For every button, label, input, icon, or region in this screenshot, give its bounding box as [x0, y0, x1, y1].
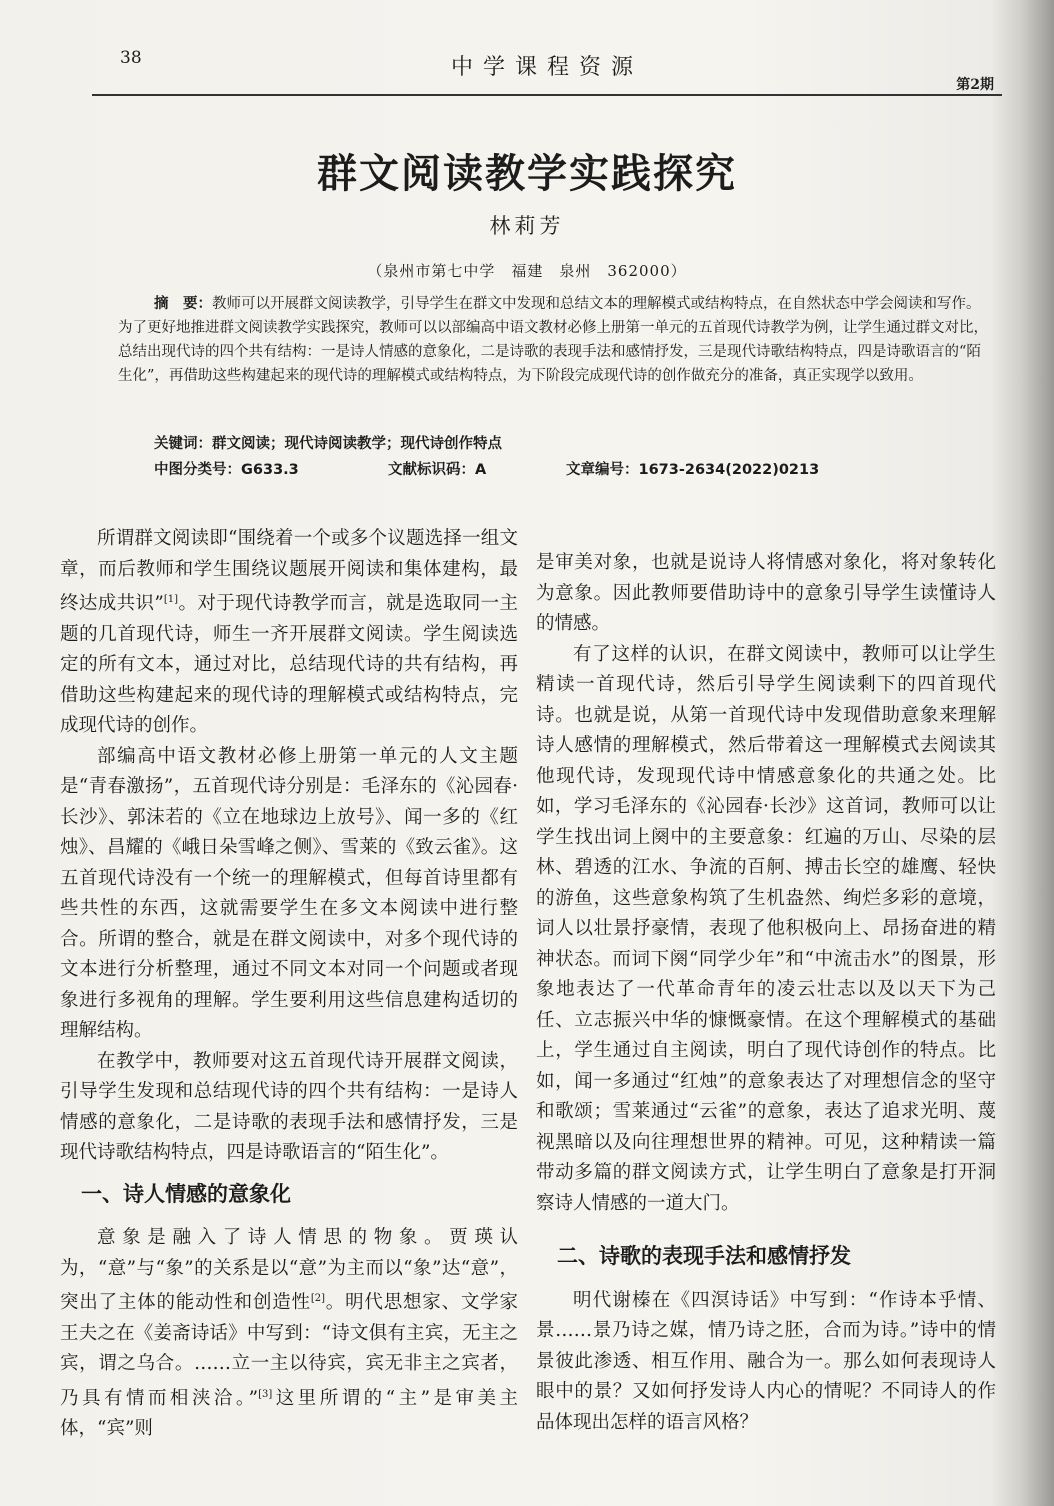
section-heading: 二、诗歌的表现手法和感情抒发: [557, 1244, 851, 1268]
abstract-text: 教师可以开展群文阅读教学，引导学生在群文中发现和总结文本的理解模式或结构特点，在自然状态中学会阅读和写作。为了更好地推进群文阅读教学实践探究，教师可以以部编高中语文教材必修上册第一单元的五首现代诗教学为例，让学生通过群文对比，总结出现代诗的四个共有结构：一是诗人情感的意象化，二是诗歌的表现手法和感情抒发，三是现代诗歌结构特点，四是诗歌语言的“陌生化”，再借助这些构建起来的现代诗的理解模式或结构特点，为下阶段完成现代诗的创作做充分的准备，真正实现学以致用。: [118, 296, 988, 384]
article-title: 群文阅读教学实践探究: [317, 150, 737, 197]
running-header: [92, 44, 1002, 96]
paragraph: 是审美对象，也就是说诗人将情感对象化，将对象转化为意象。因此教师要借助诗中的意象引导学生读懂诗人的情感。: [536, 552, 996, 634]
issue-label: 第2期: [956, 77, 994, 93]
abstract-label: 摘 要：: [154, 296, 212, 312]
paragraph: 在教学中，教师要对这五首现代诗开展群文阅读，引导学生发现和总结现代诗的四个共有结构：一是诗人情感的意象化，二是诗歌的表现手法和感情抒发，三是现代诗歌结构特点，四是诗歌语言的“陌生化”。: [60, 1050, 518, 1164]
author: 林莉芳: [489, 214, 565, 238]
paragraph: 所谓群文阅读即“围绕着一个或多个议题选择一组文章，而后教师和学生围绕议题展开阅读和集体建构，最终达成共识”[1]。对于现代诗教学而言，就是选取同一主题的几首现代诗，师生一齐开展群文阅读。学生阅读选定的所有文本，通过对比，总结现代诗的共有结构，再借助这些构建起来的现代诗的理解模式或结构特点，完成现代诗的创作。: [60, 528, 518, 737]
left-column: [60, 524, 518, 1445]
abstract: [118, 292, 992, 388]
document-code: 文献标识码：A: [388, 462, 487, 478]
article-number: 文章编号：1673-2634(2022)0213: [566, 462, 820, 478]
clc-number: 中图分类号：G633.3: [154, 462, 299, 478]
paragraph: 部编高中语文教材必修上册第一单元的人文主题是“青春激扬”，五首现代诗分别是：毛泽东的《沁园春·长沙》、郭沫若的《立在地球边上放号》、闻一多的《红烛》、昌耀的《峨日朵雪峰之侧》、雪莱的《致云雀》。这五首现代诗没有一个统一的理解模式，但每首诗里都有些共性的东西，这就需要学生在多文本阅读中进行整合。所谓的整合，就是在群文阅读中，对多个现代诗的文本进行分析整理，通过不同文本对同一个问题或者现象进行多视角的理解。学生要利用这些信息建构适切的理解结构。: [60, 745, 518, 1042]
paragraph: 意象是融入了诗人情思的物象。贾瑛认为，“意”与“象”的关系是以“意”为主而以“象”达“意”，突出了主体的能动性和创造性[2]。明代思想家、文学家王夫之在《姜斋诗话》中写到：“诗文俱有主宾，无主之宾，谓之乌合。……立一主以待宾，宾无非主之宾者，乃具有情而相浃洽。”[3]这里所谓的“主”是审美主体，“宾”则: [60, 1227, 518, 1440]
paragraph: 明代谢榛在《四溟诗话》中写到：“作诗本乎情、景……景乃诗之媒，情乃诗之胚，合而为诗。”诗中的情景彼此渗透、相互作用、融合为一。那么如何表现诗人眼中的景？又如何抒发诗人内心的情呢？不同诗人的作品体现出怎样的语言风格？: [536, 1289, 996, 1433]
section-heading: 一、诗人情感的意象化: [81, 1181, 291, 1206]
paragraph: 有了这样的认识，在群文阅读中，教师可以让学生精读一首现代诗，然后引导学生阅读剩下的四首现代诗。也就是说，从第一首现代诗中发现借助意象来理解诗人感情的理解模式，然后带着这一理解模式去阅读其他现代诗，发现现代诗中情感意象化的共通之处。比如，学习毛泽东的《沁园春·长沙》这首词，教师可以让学生找出词上阕中的主要意象：红遍的万山、尽染的层林、碧透的江水、争流的百舸、搏击长空的雄鹰、轻快的游鱼，这些意象构筑了生机盎然、绚烂多彩的意境，词人以壮景抒豪情，表现了他积极向上、昂扬奋进的精神状态。而词下阕“同学少年”和“中流击水”的图景，形象地表达了一代革命青年的凌云壮志以及以天下为己任、立志振兴中华的慷慨豪情。在这个理解模式的基础上，学生通过自主阅读，明白了现代诗创作的特点。比如，闻一多通过“红烛”的意象表达了对理想信念的坚守和歌颂；雪莱通过“云雀”的意象，表达了追求光明、蔑视黑暗以及向往理想世界的精神。可见，这种精读一篇带动多篇的群文阅读方式，让学生明白了意象是打开洞察诗人情感的一道大门。: [536, 643, 996, 1214]
page-number: 38: [120, 48, 142, 68]
keywords: 关键词：群文阅读；现代诗阅读教学；现代诗创作特点: [154, 436, 502, 452]
affiliation: （泉州市第七中学 福建 泉州 362000）: [367, 262, 687, 280]
journal-name: 中学课程资源: [450, 55, 643, 80]
right-column: [536, 548, 996, 1438]
